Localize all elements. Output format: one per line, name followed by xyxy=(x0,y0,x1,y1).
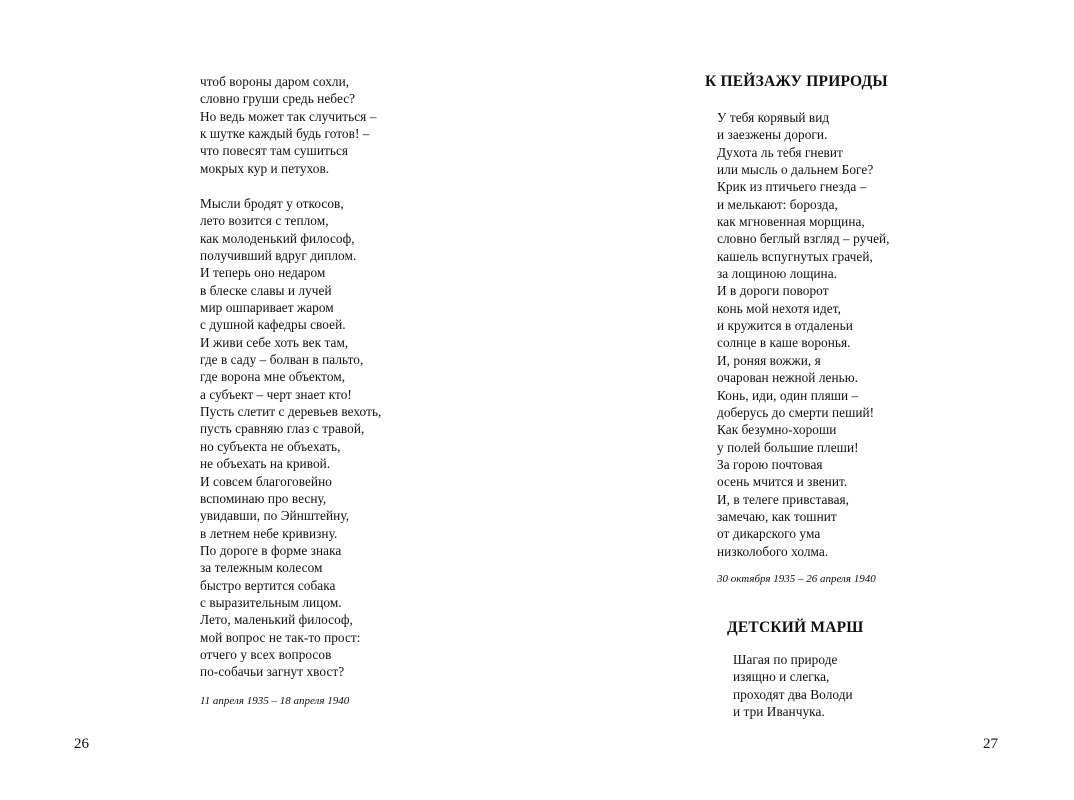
verse-line: очарован нежной ленью. xyxy=(717,370,859,386)
verse-line: И совсем благоговейно xyxy=(200,473,332,489)
verse-line: к шутке каждый будь готов! – xyxy=(200,126,370,142)
verse-line: Духота ль тебя гневит xyxy=(717,144,843,160)
verse-line: по-собачьи загнут хвост? xyxy=(200,664,345,680)
verse-line: доберусь до смерти пеший! xyxy=(717,404,875,420)
verse-line: чтоб вороны даром сохли, xyxy=(200,74,350,89)
verse-line: Лето, маленький философ, xyxy=(200,612,353,628)
verse-line: И, роняя вожжи, я xyxy=(717,352,821,368)
verse-line: и заезжены дороги. xyxy=(717,127,828,143)
verse-line: Шагая по природе xyxy=(733,652,838,667)
left-stanza-1 xyxy=(200,73,376,177)
verse-line: кашель вспугнутых грачей, xyxy=(717,248,873,264)
verse-line: Пусть слетит с деревьев вехоть, xyxy=(200,404,382,420)
page-number-right: 27 xyxy=(983,736,998,752)
verse-line: от дикарского ума xyxy=(717,526,821,542)
verse-line: И, в телеге привставая, xyxy=(717,491,850,507)
left-stanza-2 xyxy=(200,195,381,681)
verse-line: замечаю, как тошнит xyxy=(717,508,837,524)
verse-line: мой вопрос не так-то прост: xyxy=(200,629,361,645)
poem-childrens-march-text xyxy=(733,651,853,720)
verse-line: И теперь оно недаром xyxy=(200,265,326,281)
verse-line: пусть сравняю глаз с травой, xyxy=(200,421,365,437)
verse-line: осень мчится и звенит. xyxy=(717,474,848,490)
verse-line: Конь, иди, один пляши – xyxy=(717,387,859,403)
verse-line: Но ведь может так случиться – xyxy=(200,108,377,124)
verse-line: как мгновенная морщина, xyxy=(717,214,865,230)
verse-line: словно беглый взгляд – ручей, xyxy=(717,231,890,247)
verse-line: у полей большие плеши! xyxy=(717,439,859,455)
verse-line: И живи себе хоть век там, xyxy=(200,334,349,350)
left-poem-date: 11 апреля 1935 – 18 апреля 1940 xyxy=(200,695,350,707)
verse-line: где в саду – болван в пальто, xyxy=(200,352,364,368)
verse-line: в блеске славы и лучей xyxy=(200,282,332,298)
verse-line: быстро вертится собака xyxy=(200,577,336,593)
verse-line: лето возится с теплом, xyxy=(200,213,329,229)
verse-line: увидавши, по Эйнштейну, xyxy=(200,508,350,524)
verse-line: Мысли бродят у откосов, xyxy=(200,196,344,211)
verse-line: солнце в каше воронья. xyxy=(717,335,851,351)
verse-line: конь мой нехотя идет, xyxy=(717,300,841,316)
verse-line: не объехать на кривой. xyxy=(200,456,331,472)
verse-line: и мелькают: борозда, xyxy=(717,196,838,212)
verse-line: вспоминаю про весну, xyxy=(200,490,327,506)
verse-line: а субъект – черт знает кто! xyxy=(200,386,352,402)
verse-line: что повесят там сушиться xyxy=(200,143,349,159)
verse-line: словно груши средь небес? xyxy=(200,91,356,107)
verse-line: как молоденький философ, xyxy=(200,230,355,246)
verse-line: за лощиною лощина. xyxy=(717,266,838,282)
poem-landscape-date: 30 октября 1935 – 26 апреля 1940 xyxy=(717,573,876,585)
verse-line: По дороге в форме знака xyxy=(200,542,342,558)
verse-line: мокрых кур и петухов. xyxy=(200,160,330,176)
verse-line: За горою почтовая xyxy=(717,456,823,472)
verse-line: Крик из птичьего гнезда – xyxy=(717,179,867,195)
page-number-left: 26 xyxy=(74,736,89,752)
verse-line: в летнем небе кривизну. xyxy=(200,525,338,541)
verse-line: и кружится в отдаленьи xyxy=(717,318,853,334)
verse-line: низколобого холма. xyxy=(717,543,829,559)
verse-line: где ворона мне объектом, xyxy=(200,369,346,385)
poem-landscape-text xyxy=(717,109,890,560)
verse-line: за тележным колесом xyxy=(200,560,323,576)
verse-line: Как безумно-хороши xyxy=(717,422,837,438)
verse-line: У тебя корявый вид xyxy=(717,110,830,125)
verse-line: и три Иванчука. xyxy=(733,704,825,720)
poem-title-landscape: К ПЕЙЗАЖУ ПРИРОДЫ xyxy=(705,73,888,90)
verse-line: но субъекта не объехать, xyxy=(200,438,341,454)
verse-line: с выразительным лицом. xyxy=(200,594,342,610)
verse-line: или мысль о дальнем Боге? xyxy=(717,162,874,178)
poem-title-childrens-march: ДЕТСКИЙ МАРШ xyxy=(727,619,864,636)
verse-line: мир ошпаривает жаром xyxy=(200,300,334,316)
verse-line: изящно и слегка, xyxy=(733,669,830,685)
verse-line: отчего у всех вопросов xyxy=(200,646,332,662)
right-page xyxy=(537,0,1074,800)
verse-line: с душной кафедры своей. xyxy=(200,317,346,333)
verse-line: И в дороги поворот xyxy=(717,283,829,299)
verse-line: проходят два Володи xyxy=(733,686,853,702)
verse-line: получивший вдруг диплом. xyxy=(200,248,357,264)
